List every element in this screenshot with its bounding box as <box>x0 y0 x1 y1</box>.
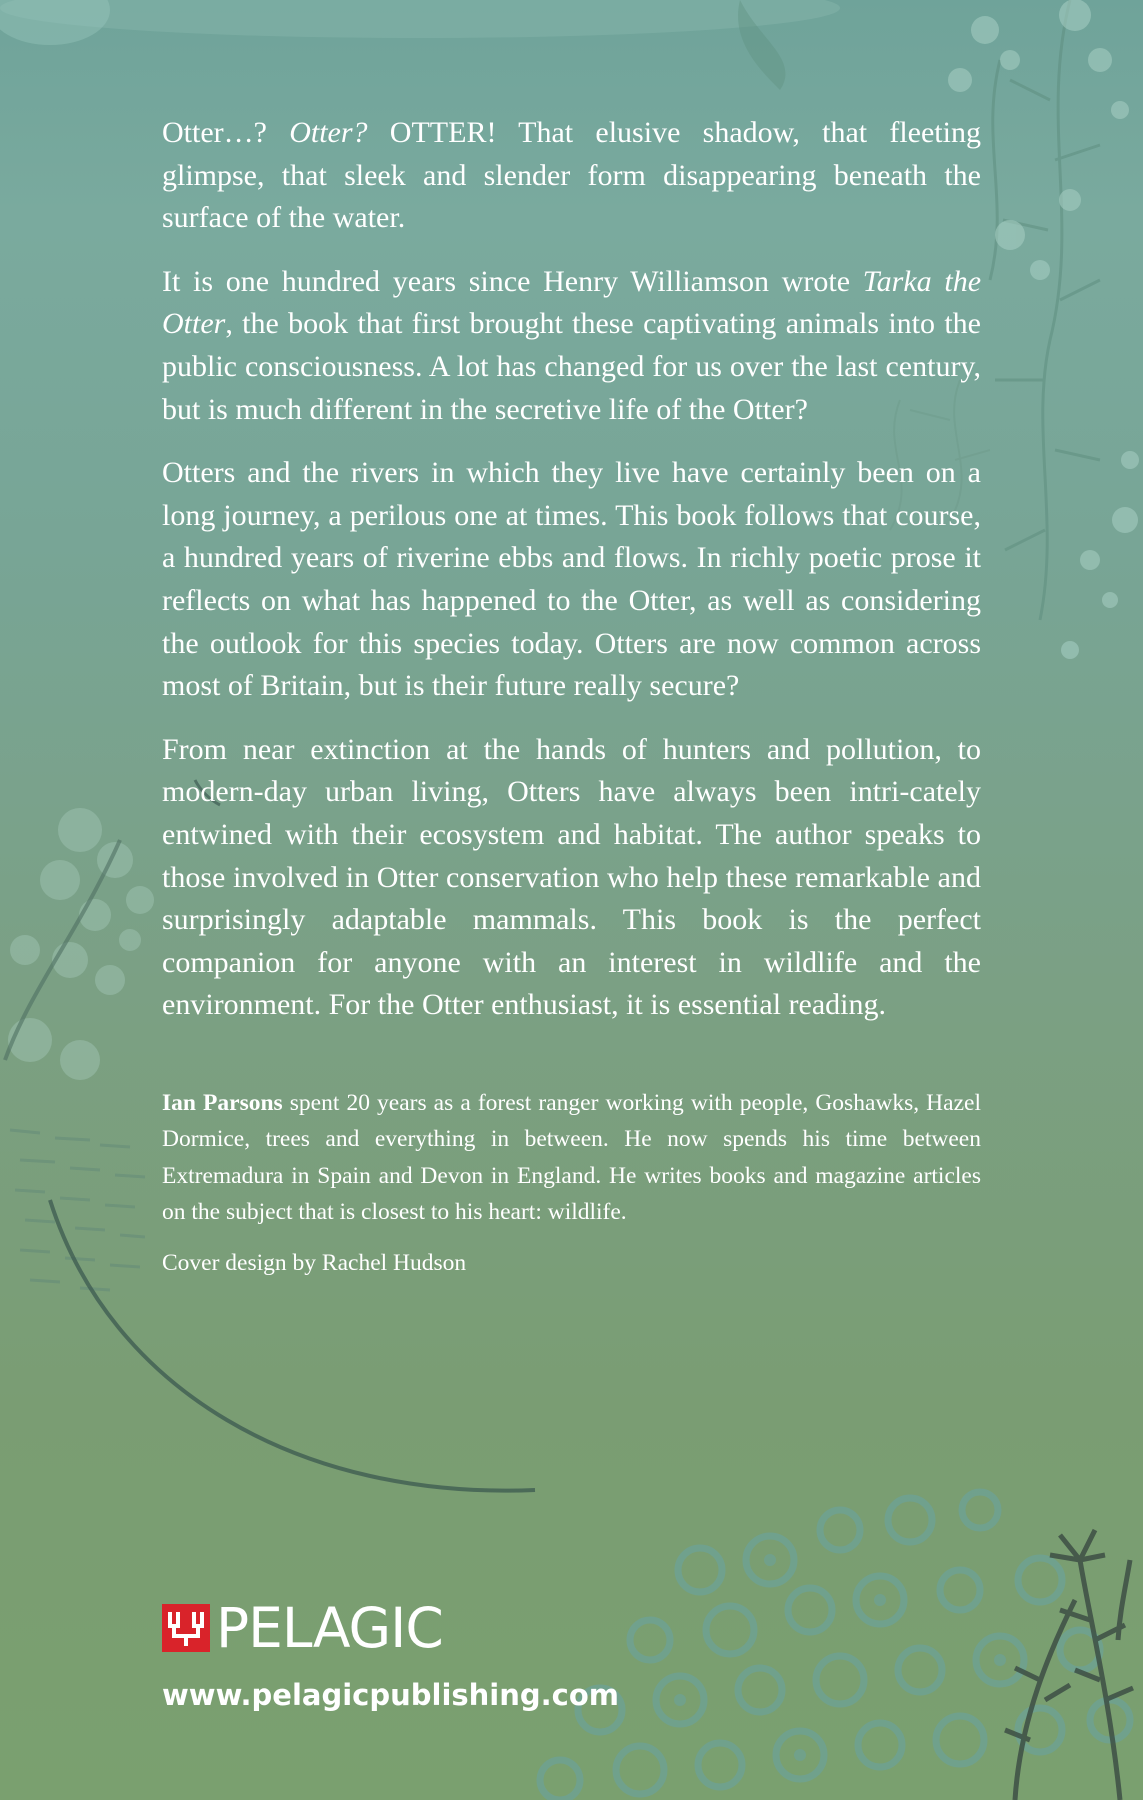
author-bio <box>162 1085 981 1231</box>
book-title-reference: Tarka the Otter <box>162 264 982 341</box>
blurb-text: It is one hundred years since Henry Williamson wrote <box>162 264 863 298</box>
pelagic-mark-icon <box>162 1604 210 1652</box>
blurb-paragraph-3: Otters and the rivers in which they live have certainly been on a long journey, a perilous one at times. This book follows that course, a hundred years of riverine ebbs and flows. In richly poetic prose it reflects on what has happened to the Otter, as well as considering the outlook for this species today. Otters are now common across most of Britain, but is their future really secure? <box>162 456 981 703</box>
blurb-paragraph-1 <box>162 112 981 240</box>
blurb-paragraph-2 <box>162 261 981 431</box>
back-cover-text <box>162 112 981 1279</box>
publisher-logo <box>162 1596 443 1660</box>
publisher-name: PELAGIC <box>216 1596 443 1660</box>
blurb-text: Otter…? <box>162 116 290 149</box>
author-bio-text: spent 20 years as a forest ranger working with people, Goshawks, Hazel Dormice, trees and everything in between. He now spends his time between Extremadura in Spain and Devon in England. He writes books and magazine articles on the subject that is closest to his heart: wildlife. <box>162 1089 981 1226</box>
blurb-italic: Otter? <box>289 116 368 149</box>
blurb-text: OTTER! That elusive shadow, that fleeting glimpse, that sleek and slender form disappearing beneath the surface of the water. <box>162 116 981 235</box>
publisher-url[interactable]: www.pelagicpublishing.com <box>162 1678 620 1712</box>
blurb-paragraph-4: From near extinction at the hands of hunters and pollution, to modern-day urban living, Otters have always been intri-cately entwined with their ecosystem and habitat. The author speaks to those involved in Otter conservation who help these remarkable and surprisingly adaptable mammals. This book is the perfect companion for anyone with an interest in wildlife and the environment. For the Otter enthusiast, it is essential reading. <box>162 732 981 1022</box>
blurb-text: , the book that first brought these captivating animals into the public consciousness. A lot has changed for us over the last century, but is much different in the secretive life of the Otter? <box>162 307 981 426</box>
author-name: Ian Parsons <box>162 1089 283 1116</box>
cover-design-credit: Cover design by Rachel Hudson <box>162 1249 467 1276</box>
